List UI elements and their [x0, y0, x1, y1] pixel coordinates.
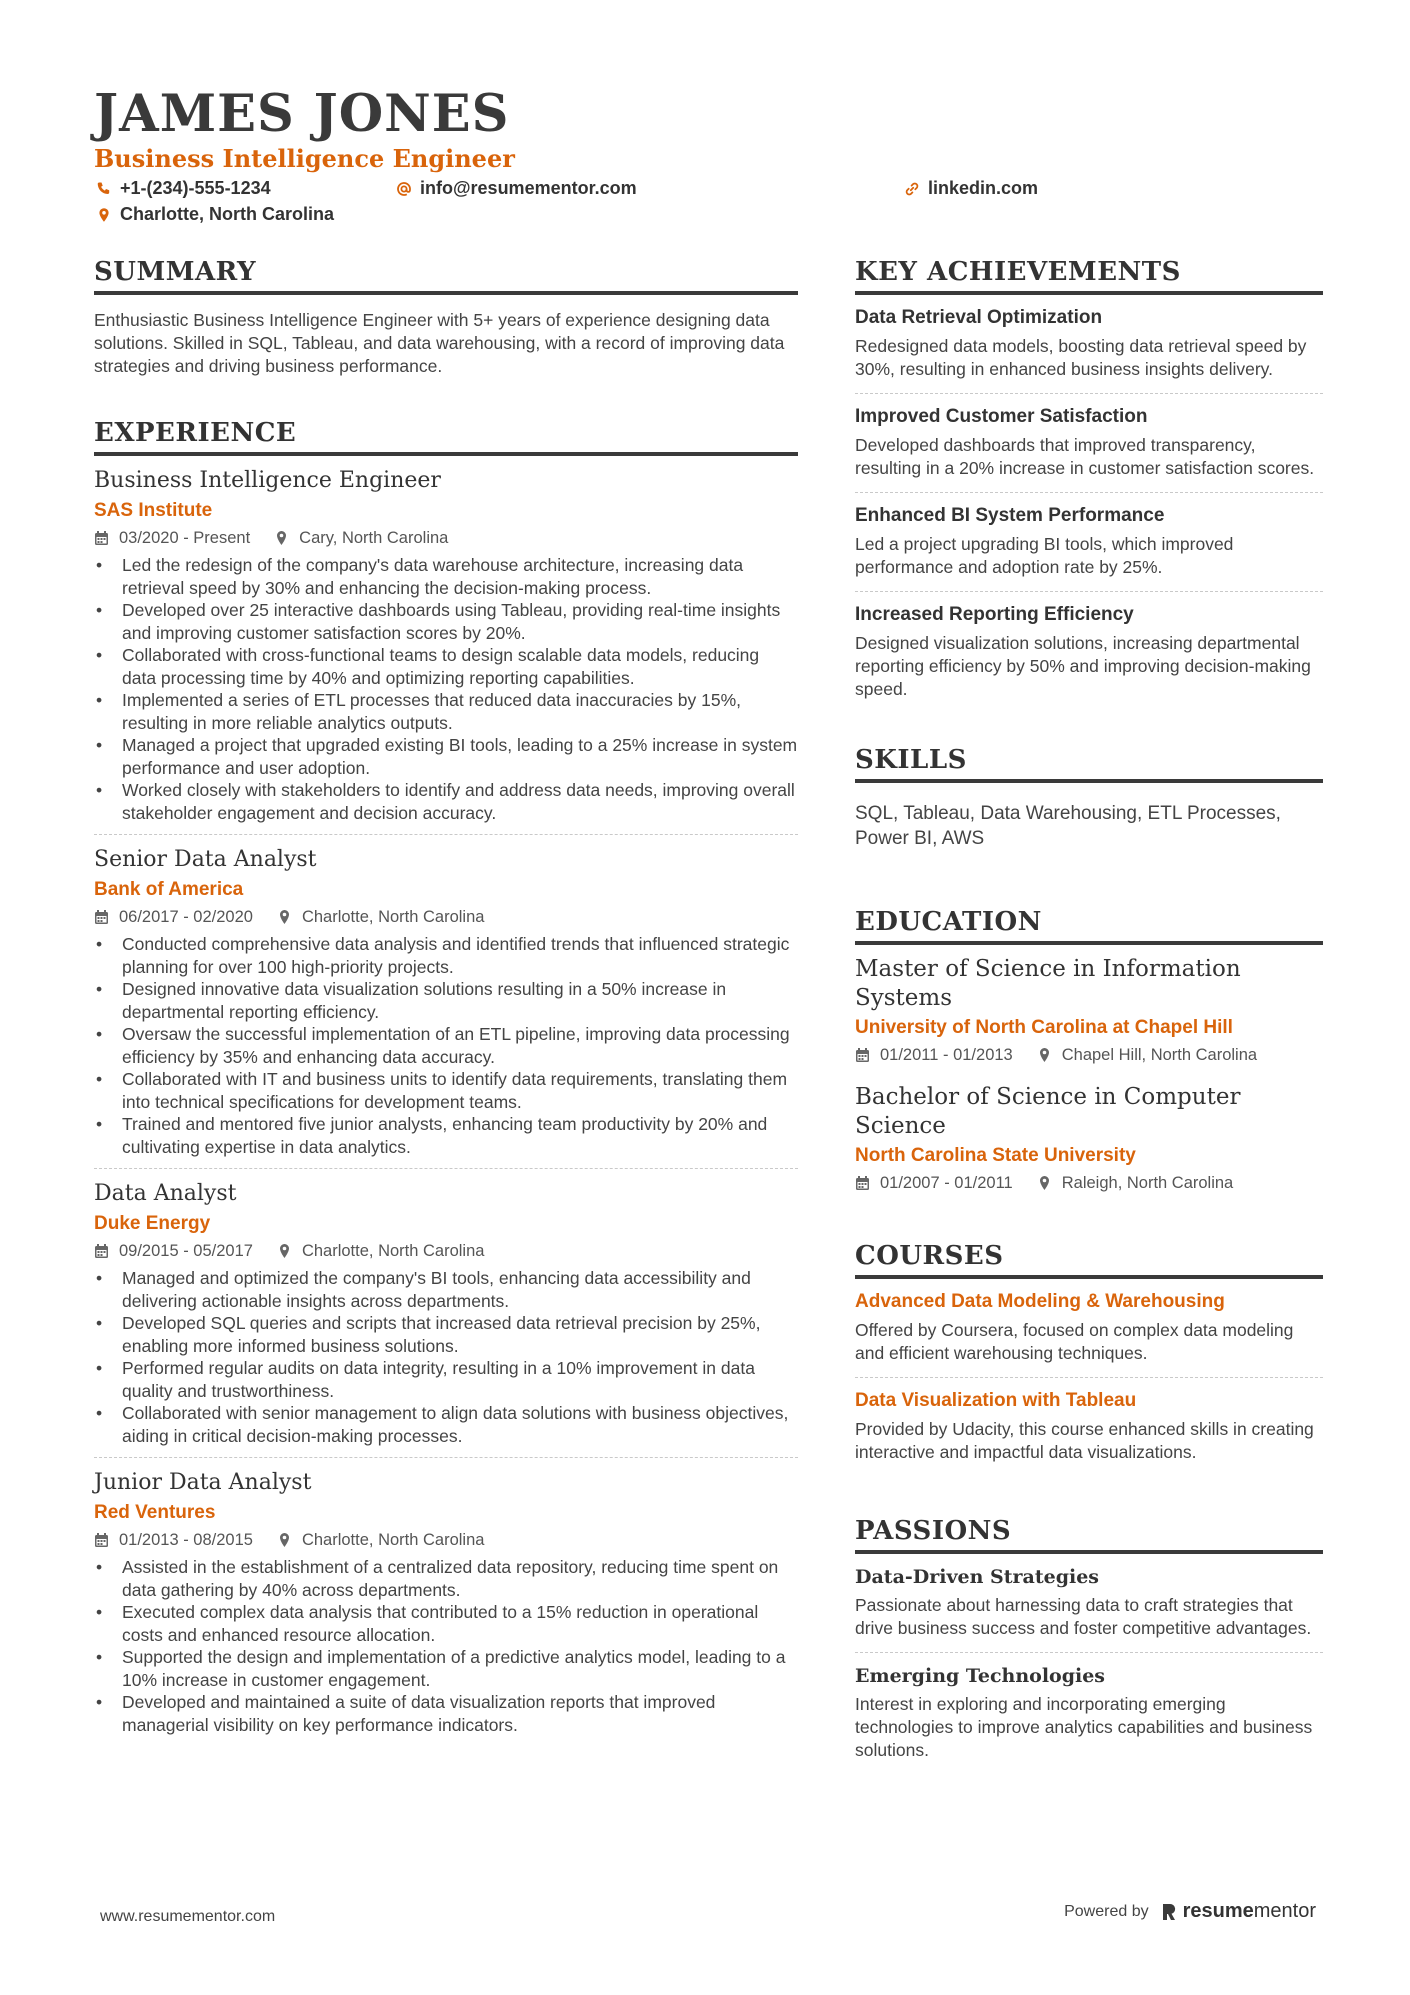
- job-title: Junior Data Analyst: [94, 1470, 312, 1495]
- calendar-icon: [94, 1243, 109, 1259]
- experience-section: [94, 416, 798, 1746]
- phone-icon: [96, 181, 112, 197]
- course-title: Data Visualization with Tableau: [855, 1390, 1137, 1411]
- job-bullet: • Led the redesign of the company's data warehouse architecture, increasing data retrieval speed by 30% and enhancing the decision-making process.: [94, 554, 798, 599]
- job-bullets: [94, 933, 798, 1158]
- course-item: [855, 1378, 1323, 1476]
- location-pin-icon: [277, 1243, 292, 1259]
- calendar-icon: [94, 1532, 109, 1548]
- school-name: University of North Carolina at Chapel Hill: [855, 1017, 1233, 1038]
- achievements-section: [855, 255, 1323, 713]
- achievement-item: [855, 394, 1323, 493]
- calendar-icon: [855, 1047, 870, 1063]
- job-dates: [94, 905, 253, 929]
- email-contact[interactable]: [396, 178, 637, 199]
- job-bullet: • Performed regular audits on data integrity, resulting in a 10% improvement in data quality and trustworthiness.: [94, 1357, 798, 1402]
- summary-text: Enthusiastic Business Intelligence Engineer with 5+ years of experience designing data solutions. Skilled in SQL, Tableau, and data warehousing, with a record of improving data strategies and driving business performance.: [94, 310, 785, 376]
- job-bullet: • Assisted in the establishment of a centralized data repository, reducing time spent on data gathering by 40% across departments.: [94, 1556, 798, 1601]
- achievement-title: Improved Customer Satisfaction: [855, 406, 1148, 427]
- at-sign-icon: [396, 181, 412, 197]
- degree-title: Bachelor of Science in Computer Science: [855, 1084, 1241, 1139]
- education-list: [855, 945, 1323, 1201]
- job-bullet: • Oversaw the successful implementation of an ETL pipeline, improving data processing efficiency by 35% and enhancing data accuracy.: [94, 1023, 798, 1068]
- summary-section: [94, 255, 798, 378]
- passion-text: Interest in exploring and incorporating emerging technologies to improve analytics capabilities and business solutions.: [855, 1694, 1313, 1760]
- brand-logo[interactable]: [1161, 1900, 1316, 1923]
- job-location-text: Cary, North Carolina: [299, 529, 449, 547]
- achievements-heading: KEY ACHIEVEMENTS: [855, 255, 1323, 295]
- job-location-text: Charlotte, North Carolina: [301, 1242, 485, 1260]
- location-pin-icon: [277, 1532, 292, 1548]
- passion-title: Emerging Technologies: [855, 1665, 1105, 1687]
- left-column: [94, 255, 798, 1746]
- course-text: Provided by Udacity, this course enhanced skills in creating interactive and impactful data visualizations.: [855, 1419, 1314, 1462]
- candidate-name: JAMES JONES: [94, 84, 510, 144]
- job-location-text: Charlotte, North Carolina: [301, 908, 485, 926]
- education-dates: [855, 1043, 1013, 1067]
- job-bullet: • Managed a project that upgraded existing BI tools, leading to a 25% increase in system performance and user adoption.: [94, 734, 798, 779]
- job-dates-text: 01/2013 - 08/2015: [119, 1531, 253, 1549]
- location-pin-icon: [1037, 1047, 1052, 1063]
- job-location: [277, 1239, 485, 1263]
- company-name: SAS Institute: [94, 500, 213, 521]
- location-pin-icon: [274, 530, 289, 546]
- location-text: Charlotte, North Carolina: [120, 204, 335, 224]
- job-location: [277, 905, 485, 929]
- job-entry: [94, 835, 798, 1169]
- powered-by-label: Powered by: [1064, 1902, 1149, 1920]
- calendar-icon: [94, 909, 109, 925]
- job-bullet: • Developed over 25 interactive dashboards using Tableau, providing real-time insights and improving customer satisfaction scores by 20%.: [94, 599, 798, 644]
- resume-header: [94, 82, 1324, 234]
- job-location-text: Charlotte, North Carolina: [301, 1531, 485, 1549]
- right-column: [855, 255, 1323, 1774]
- passions-heading: PASSIONS: [855, 1514, 1323, 1554]
- footer-branding: [1064, 1900, 1316, 1923]
- school-name: North Carolina State University: [855, 1145, 1136, 1166]
- courses-section: [855, 1239, 1323, 1476]
- job-location: [277, 1528, 485, 1552]
- skills-section: [855, 743, 1323, 851]
- job-bullet: • Designed innovative data visualization solutions resulting in a 50% increase in departmental reporting efficiency.: [94, 978, 798, 1023]
- education-meta: [855, 1171, 1323, 1195]
- job-dates-text: 03/2020 - Present: [119, 529, 251, 547]
- location-pin-icon: [1037, 1175, 1052, 1191]
- job-meta: [94, 1528, 798, 1552]
- job-entry: [94, 456, 798, 835]
- achievement-text: Led a project upgrading BI tools, which improved performance and adoption rate by 25%.: [855, 534, 1234, 577]
- education-dates: [855, 1171, 1013, 1195]
- job-bullet: • Executed complex data analysis that contributed to a 15% reduction in operational costs and enhanced resource allocation.: [94, 1601, 798, 1646]
- achievement-title: Increased Reporting Efficiency: [855, 604, 1134, 625]
- education-location: [1037, 1171, 1234, 1195]
- linkedin-url[interactable]: linkedin.com: [928, 178, 1039, 198]
- education-dates-text: 01/2007 - 01/2011: [880, 1174, 1013, 1192]
- achievement-title: Enhanced BI System Performance: [855, 505, 1165, 526]
- summary-heading: SUMMARY: [94, 255, 798, 295]
- experience-heading: EXPERIENCE: [94, 416, 798, 456]
- achievement-list: [855, 295, 1323, 713]
- job-bullet: • Trained and mentored five junior analysts, enhancing team productivity by 20% and cultivating expertise in data analytics.: [94, 1113, 798, 1158]
- job-bullet: • Collaborated with IT and business units to identify data requirements, translating them into technical specifications for development teams.: [94, 1068, 798, 1113]
- phone-number: +1-(234)-555-1234: [120, 178, 271, 198]
- passion-item: [855, 1554, 1323, 1653]
- passion-list: [855, 1554, 1323, 1774]
- footer-website[interactable]: www.resumementor.com: [100, 1908, 276, 1925]
- job-bullet: • Collaborated with cross-functional teams to design scalable data models, reducing data processing time by 40% and optimizing reporting capabilities.: [94, 644, 798, 689]
- achievement-text: Redesigned data models, boosting data retrieval speed by 30%, resulting in enhanced business insights delivery.: [855, 336, 1307, 379]
- course-title: Advanced Data Modeling & Warehousing: [855, 1291, 1225, 1312]
- email-address[interactable]: info@resumementor.com: [420, 178, 637, 198]
- achievement-item: [855, 295, 1323, 394]
- passion-item: [855, 1653, 1323, 1774]
- location-contact: [96, 204, 334, 225]
- achievement-title: Data Retrieval Optimization: [855, 307, 1103, 328]
- education-location-text: Chapel Hill, North Carolina: [1061, 1046, 1258, 1064]
- achievement-text: Developed dashboards that improved transparency, resulting in a 20% increase in customer satisfaction scores.: [855, 435, 1315, 478]
- job-bullet: • Conducted comprehensive data analysis and identified trends that influenced strategic planning for over 100 high-priority projects.: [94, 933, 798, 978]
- company-name: Bank of America: [94, 879, 244, 900]
- job-bullet: • Supported the design and implementation of a predictive analytics model, leading to a 10% increase in customer engagement.: [94, 1646, 798, 1691]
- phone-contact: [96, 178, 271, 199]
- education-item: [855, 945, 1323, 1073]
- achievement-text: Designed visualization solutions, increasing departmental reporting efficiency by 50% and improving decision-making speed.: [855, 633, 1311, 699]
- job-bullets: [94, 1556, 798, 1736]
- achievement-item: [855, 592, 1323, 713]
- resumementor-logo-icon: [1161, 1902, 1177, 1922]
- location-pin-icon: [96, 207, 112, 223]
- education-location: [1037, 1043, 1257, 1067]
- education-section: [855, 905, 1323, 1201]
- education-location-text: Raleigh, North Carolina: [1061, 1174, 1234, 1192]
- company-name: Red Ventures: [94, 1502, 216, 1523]
- job-list: [94, 456, 798, 1746]
- degree-title: Master of Science in Information Systems: [855, 956, 1241, 1011]
- job-dates: [94, 1528, 253, 1552]
- candidate-title: Business Intelligence Engineer: [94, 144, 515, 173]
- job-entry: [94, 1458, 798, 1746]
- contact-info: [94, 174, 1324, 234]
- education-item: [855, 1073, 1323, 1201]
- job-bullet: • Developed SQL queries and scripts that increased data retrieval precision by 25%, enabling more informed business solutions.: [94, 1312, 798, 1357]
- job-bullets: [94, 554, 798, 824]
- job-title: Senior Data Analyst: [94, 847, 317, 872]
- calendar-icon: [94, 530, 109, 546]
- job-dates-text: 06/2017 - 02/2020: [119, 908, 253, 926]
- job-dates: [94, 1239, 253, 1263]
- job-dates: [94, 526, 250, 550]
- job-title: Data Analyst: [94, 1181, 237, 1206]
- company-name: Duke Energy: [94, 1213, 211, 1234]
- job-bullet: • Developed and maintained a suite of data visualization reports that improved managerial visibility on key performance indicators.: [94, 1691, 798, 1736]
- brand-name-light: mentor: [1253, 1900, 1316, 1922]
- job-entry: [94, 1169, 798, 1458]
- course-list: [855, 1279, 1323, 1476]
- passion-title: Data-Driven Strategies: [855, 1566, 1099, 1588]
- job-bullet: • Implemented a series of ETL processes that reduced data inaccuracies by 15%, resulting in more reliable analytics outputs.: [94, 689, 798, 734]
- skills-text: SQL, Tableau, Data Warehousing, ETL Processes, Power BI, AWS: [855, 803, 1281, 849]
- course-text: Offered by Coursera, focused on complex data modeling and efficient warehousing techniques.: [855, 1320, 1294, 1363]
- job-bullet: • Worked closely with stakeholders to identify and address data needs, improving overall stakeholder engagement and decision accuracy.: [94, 779, 798, 824]
- job-title: Business Intelligence Engineer: [94, 468, 441, 493]
- job-dates-text: 09/2015 - 05/2017: [119, 1242, 253, 1260]
- job-bullet: • Collaborated with senior management to align data solutions with business objectives, aiding in critical decision-making processes.: [94, 1402, 798, 1447]
- job-location: [274, 526, 448, 550]
- job-bullet: • Managed and optimized the company's BI tools, enhancing data accessibility and delivering actionable insights across departments.: [94, 1267, 798, 1312]
- education-heading: EDUCATION: [855, 905, 1323, 945]
- achievement-item: [855, 493, 1323, 592]
- skills-heading: SKILLS: [855, 743, 1323, 783]
- job-meta: [94, 1239, 798, 1263]
- passions-section: [855, 1514, 1323, 1774]
- job-meta: [94, 526, 798, 550]
- courses-heading: COURSES: [855, 1239, 1323, 1279]
- job-bullets: [94, 1267, 798, 1447]
- passion-text: Passionate about harnessing data to craft strategies that drive business success and foster competitive advantages.: [855, 1595, 1312, 1638]
- education-dates-text: 01/2011 - 01/2013: [880, 1046, 1013, 1064]
- linkedin-contact[interactable]: [904, 178, 1038, 199]
- job-meta: [94, 905, 798, 929]
- calendar-icon: [855, 1175, 870, 1191]
- brand-name-bold: resume: [1182, 1900, 1254, 1922]
- location-pin-icon: [277, 909, 292, 925]
- course-item: [855, 1279, 1323, 1378]
- link-icon: [904, 181, 920, 197]
- education-meta: [855, 1043, 1323, 1067]
